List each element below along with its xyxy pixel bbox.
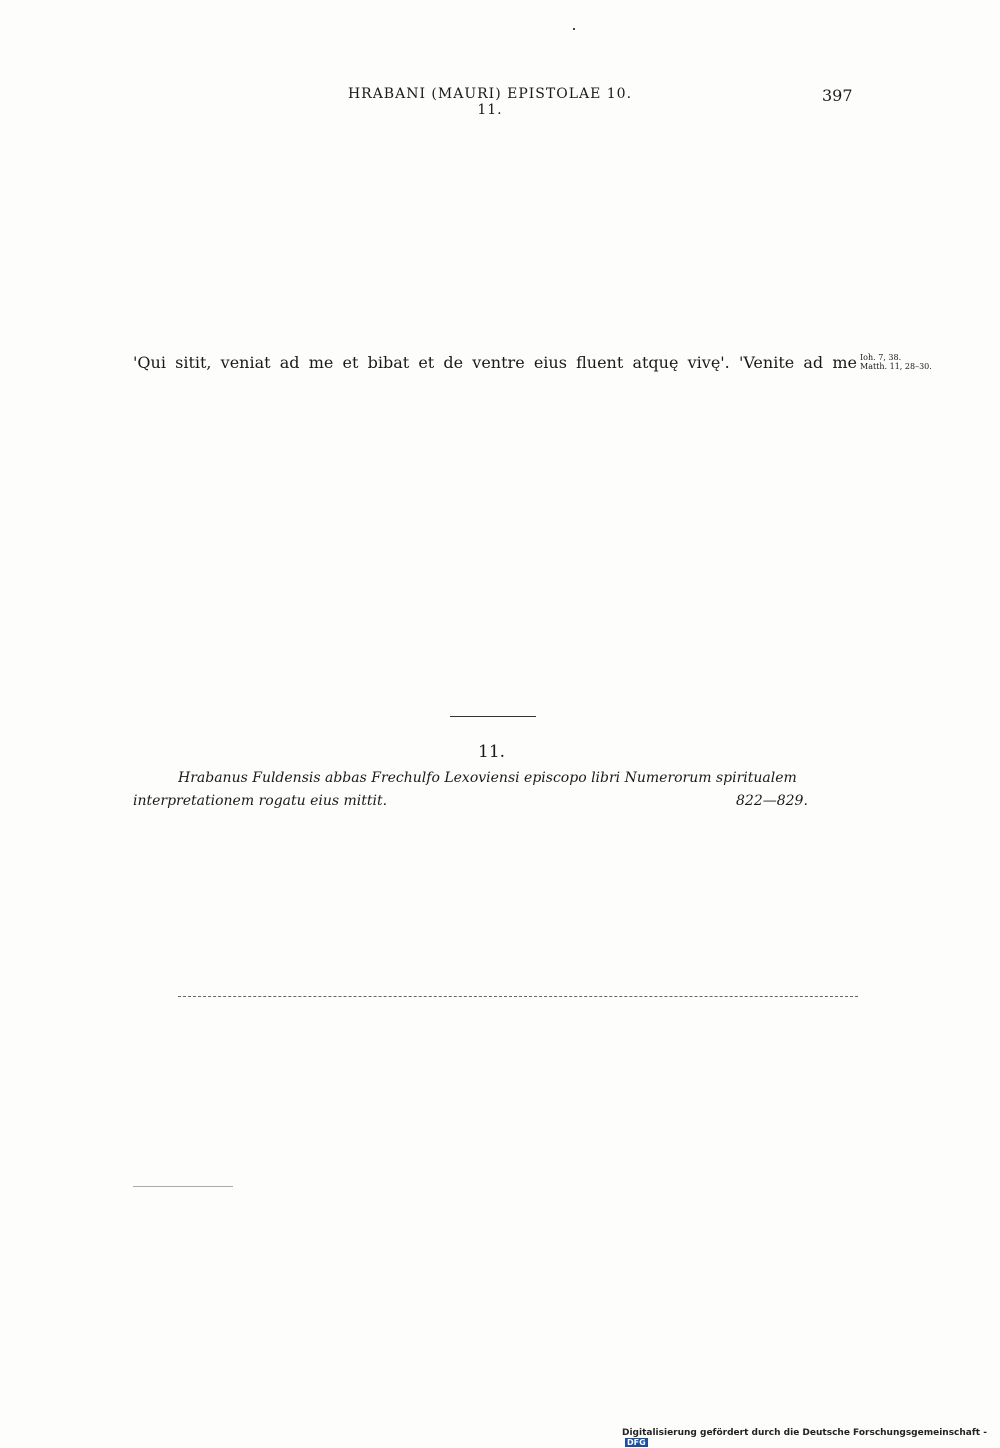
text-line: 'Qui sitit, veniat ad me et bibat et de ventre eius fluent atquę vivę'. 'Venite ad me Ioh. 7, 38. Matth. 11, 28–30.	[133, 353, 932, 372]
funding-note	[622, 1428, 1000, 1448]
dfg-logo: DFG	[627, 1438, 646, 1447]
divider	[450, 716, 536, 717]
margin-reference: Ioh. 7, 38.	[860, 353, 902, 362]
letter-heading: Hrabanus Fuldensis abbas Frechulfo Lexoviensi episcopo libri Numerorum spiritualem	[178, 770, 797, 786]
divider	[178, 996, 858, 997]
funding-text: Digitalisierung gefördert durch die Deutsche Forschungsgemeinschaft -	[622, 1428, 987, 1438]
date-range: 822—829.	[736, 793, 808, 809]
margin-reference: Matth. 11, 28–30.	[860, 362, 932, 371]
page-number: 397	[822, 86, 853, 105]
running-head	[0, 86, 1000, 118]
divider	[133, 1186, 233, 1187]
section-number: 11.	[478, 742, 506, 762]
speck	[573, 28, 575, 30]
letter-heading: interpretationem rogatu eius mittit.	[133, 793, 388, 809]
running-head-title: HRABANI (MAURI) EPISTOLAE 10. 11.	[347, 86, 633, 118]
